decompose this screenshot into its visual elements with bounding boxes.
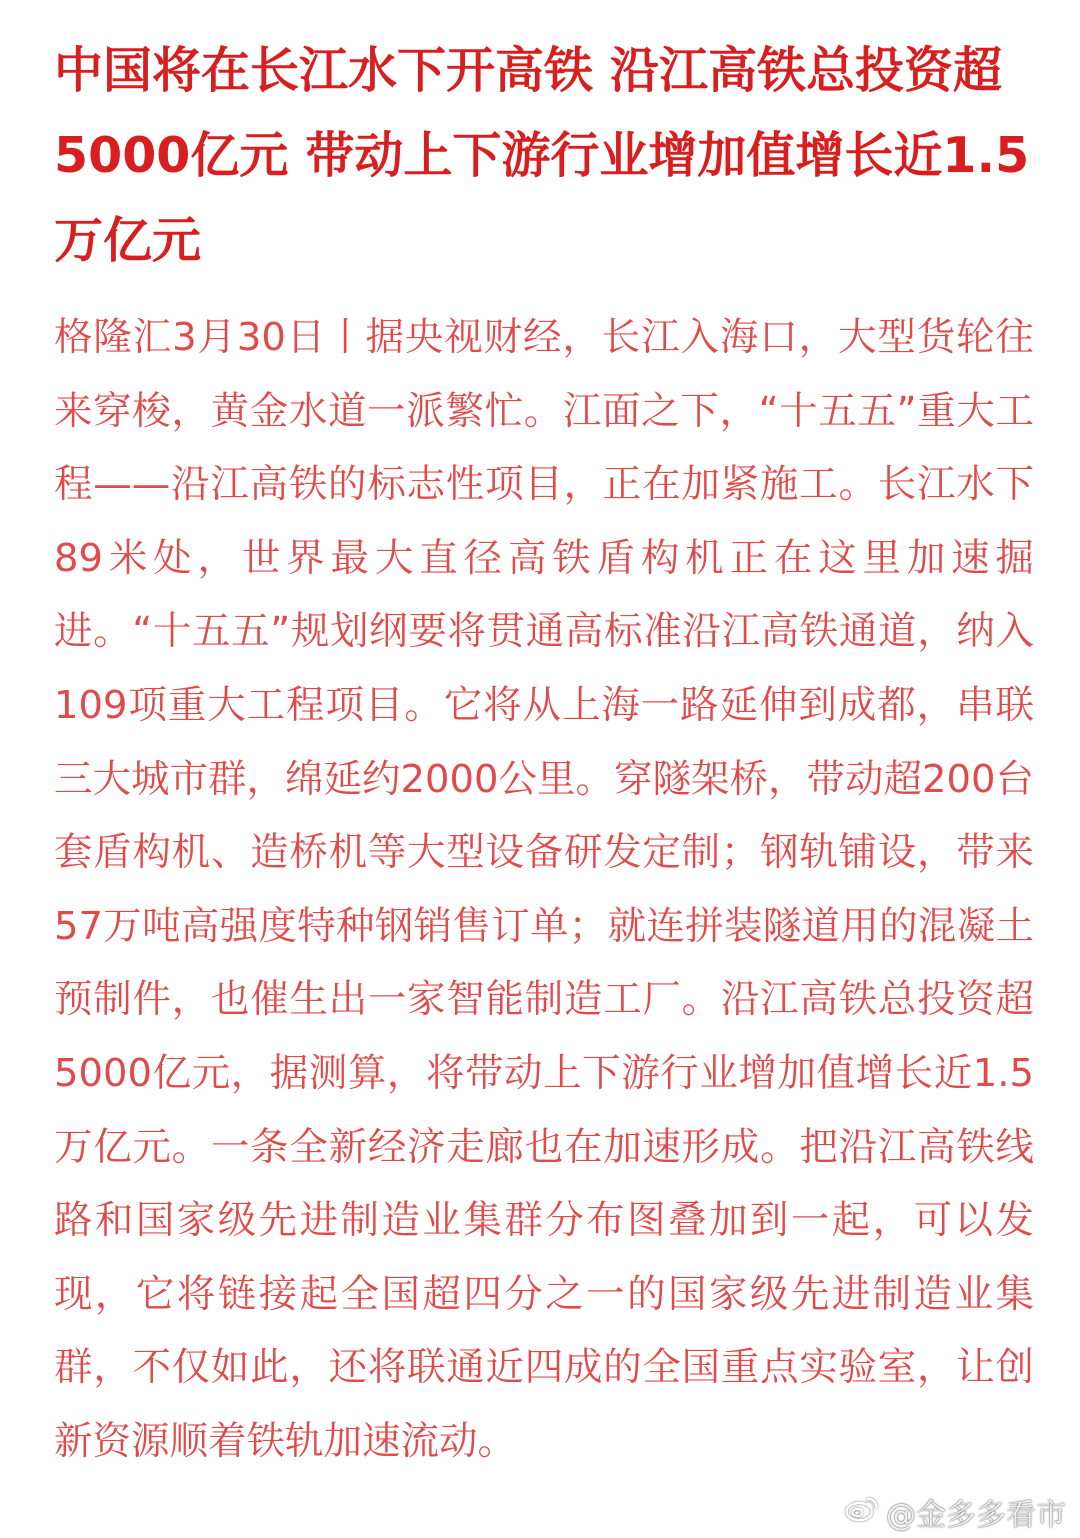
weibo-icon xyxy=(844,1493,880,1531)
article-body: 格隆汇3月30日丨据央视财经，长江入海口，大型货轮往来穿梭，黄金水道一派繁忙。江面之下，“十五五”重大工程——沿江高铁的标志性项目，正在加紧施工。长江水下89米处，世界最大直径高铁盾构机正在这里加速掘进。“十五五”规划纲要将贯通高标准沿江高铁通道，纳入109项重大工程项目。它将从上海一路延伸到成都，串联三大城市群，绵延约2000公里。穿隧架桥，带动超200台套盾构机、造桥机等大型设备研发定制；钢轨铺设，带来57万吨高强度特种钢销售订单；就连拼装隧道用的混凝土预制件，也催生出一家智能制造工厂。沿江高铁总投资超5000亿元，据测算，将带动上下游行业增加值增长近1.5万亿元。一条全新经济走廊也在加速形成。把沿江高铁线路和国家级先进制造业集群分布图叠加到一起，可以发现，它将链接起全国超四分之一的国家级先进制造业集群，不仅如此，还将联通近四成的全国重点实验室，让创新资源顺着铁轨加速流动。 xyxy=(54,315,1034,1464)
watermark-text: @金多多看市 xyxy=(886,1498,1066,1533)
article-headline: 中国将在长江水下开高铁 沿江高铁总投资超5000亿元 带动上下游行业增加值增长近1.5万亿元 xyxy=(54,42,1030,269)
watermark xyxy=(844,1490,1066,1534)
article xyxy=(54,28,1034,1479)
